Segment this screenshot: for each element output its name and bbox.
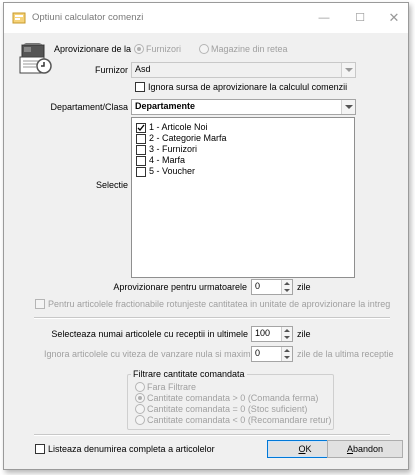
department-dropdown[interactable] — [131, 99, 356, 115]
radio-enough-stock[interactable] — [135, 404, 145, 414]
ignore-zero-speed-value: 0 — [255, 348, 261, 358]
radio-return-label: Cantitate comandata < 0 (Recomandare retur) — [147, 415, 332, 425]
supply-next-value: 0 — [255, 281, 261, 291]
minimize-button[interactable]: — — [318, 12, 330, 24]
spin-up-icon[interactable] — [281, 327, 292, 334]
receptions-value: 100 — [255, 328, 271, 338]
item-2-label: 2 - Categorie Marfa — [149, 133, 227, 143]
radio-no-filter[interactable] — [135, 382, 145, 392]
radio-suppliers-label: Furnizori — [146, 44, 182, 54]
maximize-button[interactable]: ☐ — [355, 12, 365, 24]
full-name-label: Listeaza denumirea completa a articolelor — [48, 444, 215, 454]
supplier-label: Furnizor — [94, 65, 128, 75]
item-1-label: 1 - Articole Noi — [149, 122, 208, 132]
ignore-source-checkbox[interactable] — [135, 82, 145, 92]
department-label: Departament/Clasa — [50, 102, 128, 112]
spin-down-icon[interactable] — [281, 354, 292, 361]
item-4-checkbox[interactable] — [136, 156, 146, 166]
radio-no-filter-label: Fara Filtrare — [147, 382, 197, 392]
fractional-label: Pentru articolele fractionabile rotunjeste cantitatea in unitate de aprovizionare la intreg — [48, 299, 391, 309]
radio-network-stores[interactable] — [199, 44, 209, 54]
supply-next-unit: zile — [297, 282, 311, 292]
receptions-unit: zile — [297, 329, 311, 339]
radio-firm-order[interactable] — [135, 393, 145, 403]
ignore-zero-speed-stepper[interactable] — [251, 346, 293, 362]
supply-next-stepper[interactable] — [251, 279, 293, 295]
checkmark-icon — [137, 124, 145, 132]
supplier-dropdown[interactable] — [131, 62, 356, 78]
selection-list[interactable] — [131, 117, 355, 278]
department-value: Departamente — [135, 101, 196, 111]
spin-down-icon[interactable] — [281, 287, 292, 294]
cancel-rest: bandon — [352, 444, 384, 454]
item-3-label: 3 - Furnizori — [149, 144, 198, 154]
item-4-label: 4 - Marfa — [149, 155, 186, 165]
radio-return[interactable] — [135, 415, 145, 425]
chevron-down-icon — [341, 100, 355, 114]
item-2-checkbox[interactable] — [136, 134, 146, 144]
cancel-underline: A — [346, 444, 353, 454]
close-button[interactable]: ✕ — [388, 10, 400, 25]
app-icon — [12, 11, 26, 24]
order-calculator-icon — [18, 43, 54, 75]
quantity-filter-title: Filtrare cantitate comandata — [133, 369, 245, 379]
ignore-zero-speed-unit: zile de la ultima receptie — [297, 349, 394, 359]
ok-rest: K — [305, 444, 312, 454]
window-title: Optiuni calculator comenzi — [32, 12, 144, 23]
sourcing-label: Aprovizionare de la — [54, 44, 132, 54]
cancel-button[interactable] — [327, 440, 403, 458]
chevron-down-icon — [341, 63, 355, 77]
fractional-checkbox[interactable] — [35, 299, 45, 309]
spin-up-icon[interactable] — [281, 347, 292, 354]
radio-firm-order-label: Cantitate comandata > 0 (Comanda ferma) — [147, 393, 319, 403]
selection-label: Selectie — [95, 180, 128, 190]
supplier-value: Asd — [135, 64, 151, 74]
radio-network-stores-label: Magazine din retea — [211, 44, 288, 54]
separator — [34, 434, 390, 436]
item-1-checkbox[interactable] — [136, 123, 146, 133]
receptions-stepper[interactable] — [251, 326, 293, 342]
item-5-label: 5 - Voucher — [149, 166, 196, 176]
receptions-label: Selecteaza numai articolele cu receptii in ultimele — [51, 329, 248, 339]
radio-enough-stock-label: Cantitate comandata = 0 (Stoc suficient) — [147, 404, 308, 414]
radio-suppliers[interactable] — [134, 44, 144, 54]
spin-down-icon[interactable] — [281, 334, 292, 341]
item-5-checkbox[interactable] — [136, 167, 146, 177]
full-name-checkbox[interactable] — [35, 444, 45, 454]
item-3-checkbox[interactable] — [136, 145, 146, 155]
title-bar — [4, 3, 408, 33]
options-dialog — [3, 2, 409, 470]
ok-underline: O — [298, 444, 306, 454]
separator — [34, 317, 390, 319]
ignore-zero-speed-label: Ignora articolele cu viteza de vanzare nula si maxim — [44, 349, 251, 359]
supply-next-label: Aprovizionare pentru urmatoarele — [113, 282, 247, 292]
ignore-source-label: Ignora sursa de aprovizionare la calculul comenzii — [148, 82, 348, 92]
spin-up-icon[interactable] — [281, 280, 292, 287]
